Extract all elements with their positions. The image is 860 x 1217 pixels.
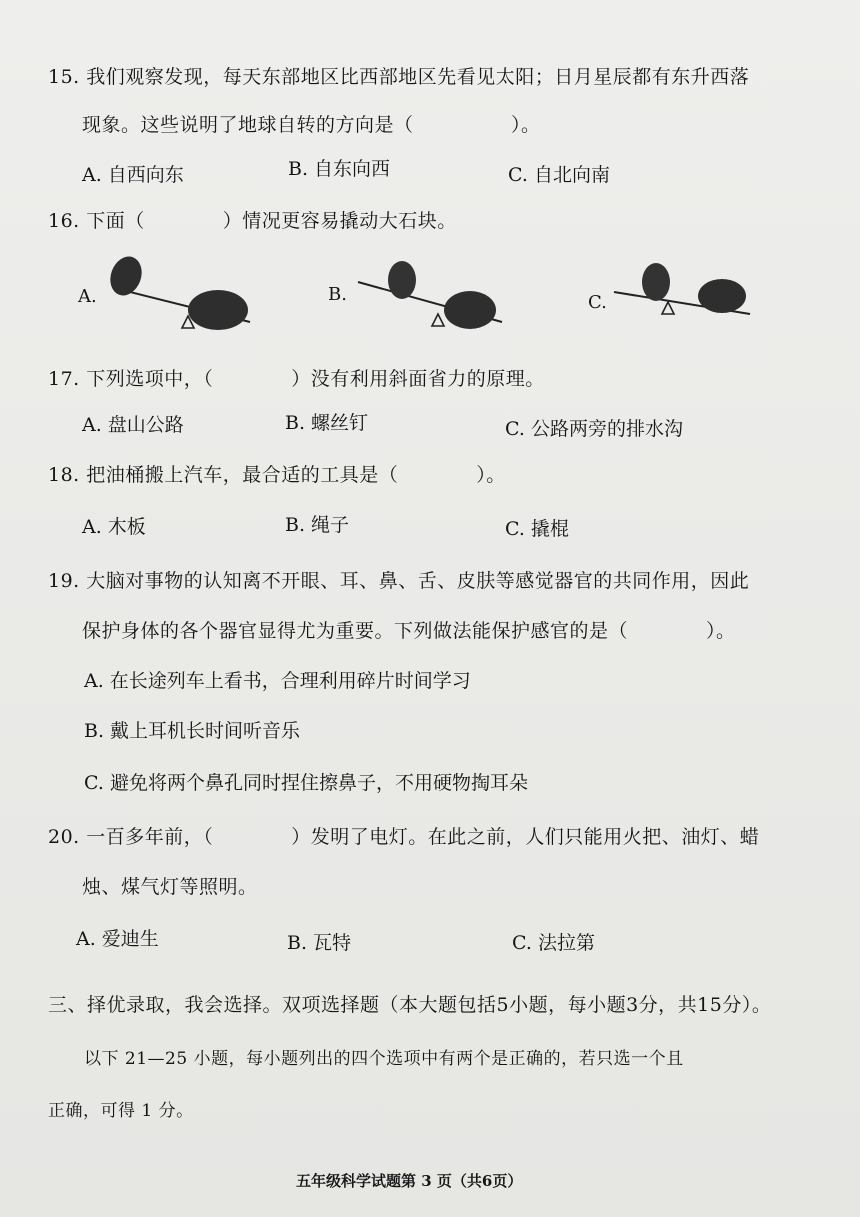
q19-stem-line1: 19. 大脑对事物的认知离不开眼、耳、鼻、舌、皮肤等感觉器官的共同作用，因此 xyxy=(48,570,750,592)
q18-stem: 18. 把油桶搬上汽车，最合适的工具是（ ）。 xyxy=(48,464,506,486)
q20-option-a: A. 爱迪生 xyxy=(76,928,159,950)
q19-option-c: C. 避免将两个鼻孔同时捏住擦鼻子，不用硬物掏耳朵 xyxy=(84,772,528,794)
q15-option-b: B. 自东向西 xyxy=(288,158,391,180)
q16-figure-b-label: B. xyxy=(328,284,347,305)
q15-stem-line2: 现象。这些说明了地球自转的方向是（ ）。 xyxy=(82,114,541,136)
q15-option-c: C. 自北向南 xyxy=(508,164,610,186)
q20-option-b: B. 瓦特 xyxy=(287,932,352,954)
q17-option-c: C. 公路两旁的排水沟 xyxy=(505,418,683,440)
q16-figure-a-lever xyxy=(100,250,260,335)
q19-option-b: B. 戴上耳机长时间听音乐 xyxy=(84,720,301,742)
page-footer: 五年级科学试题第 3 页（共6页） xyxy=(296,1172,523,1190)
q20-stem-line1: 20. 一百多年前，（ ）发明了电灯。在此之前，人们只能用火把、油灯、蜡 xyxy=(48,826,760,848)
q18-option-a: A. 木板 xyxy=(82,516,146,538)
section3-instruction-line1: 以下 21—25 小题，每小题列出的四个选项中有两个是正确的，若只选一个且 xyxy=(84,1049,684,1069)
q15-option-a: A. 自西向东 xyxy=(82,164,184,186)
q20-stem-line2: 烛、煤气灯等照明。 xyxy=(82,876,258,898)
q17-stem: 17. 下列选项中，（ ）没有利用斜面省力的原理。 xyxy=(48,368,545,390)
q16-figure-c-label: C. xyxy=(588,292,607,313)
q20-option-c: C. 法拉第 xyxy=(512,932,595,954)
q17-option-a: A. 盘山公路 xyxy=(82,414,184,436)
q16-figure-c-lever xyxy=(612,256,762,326)
q16-figure-b-lever xyxy=(352,252,512,332)
section3-instruction-line2: 正确，可得 1 分。 xyxy=(48,1101,194,1121)
q15-stem-line1: 15. 我们观察发现，每天东部地区比西部地区先看见太阳；日月星辰都有东升西落 xyxy=(48,66,750,88)
q18-option-c: C. 撬棍 xyxy=(505,518,569,540)
q17-option-b: B. 螺丝钉 xyxy=(285,412,369,434)
q19-option-a: A. 在长途列车上看书，合理利用碎片时间学习 xyxy=(84,670,471,692)
q16-stem: 16. 下面（ ）情况更容易撬动大石块。 xyxy=(48,210,457,232)
q19-stem-line2: 保护身体的各个器官显得尤为重要。下列做法能保护感官的是（ ）。 xyxy=(82,620,736,642)
q16-figure-a-label: A. xyxy=(78,286,97,307)
section3-heading: 三、择优录取，我会选择。双项选择题（本大题包括5小题，每小题3分，共15分）。 xyxy=(48,994,772,1016)
q18-option-b: B. 绳子 xyxy=(285,514,350,536)
